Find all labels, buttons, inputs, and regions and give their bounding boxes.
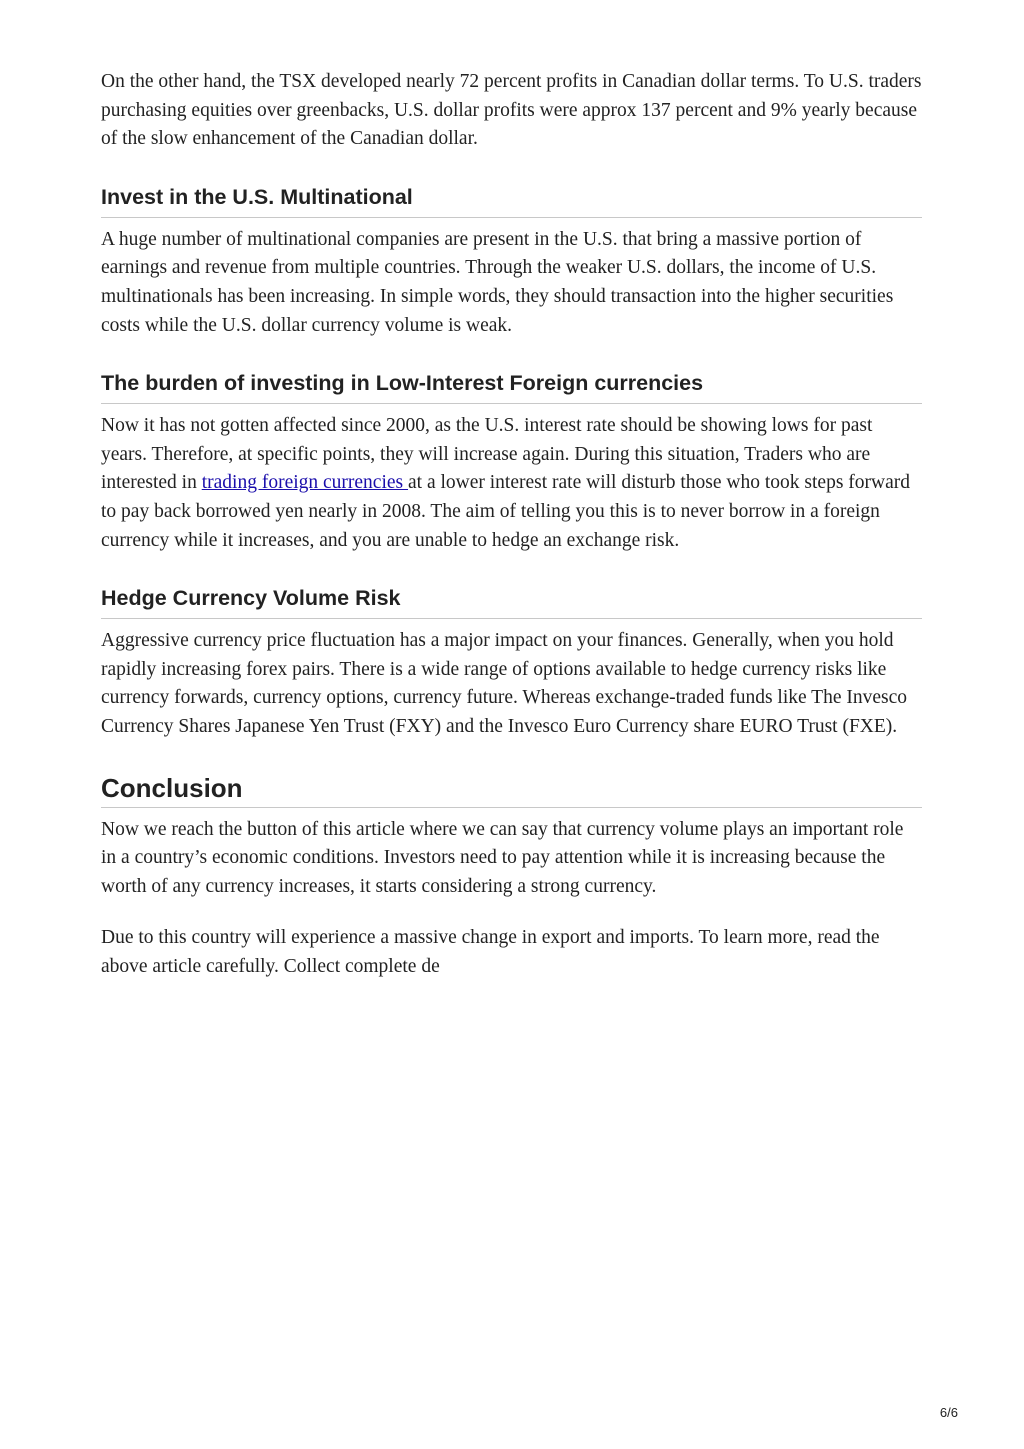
section-us-multinational: [101, 185, 922, 340]
conclusion-paragraph-1: Now we reach the button of this article where we can say that currency volume plays an important role in a country’s economic conditions. Investors need to pay attention while it is increasing because the worth of any currency increases, it starts considering a strong currency.: [101, 818, 904, 897]
section-heading: The burden of investing in Low-Interest Foreign currencies: [101, 371, 922, 404]
section-paragraph: A huge number of multinational companies are present in the U.S. that bring a massive portion of earnings and revenue from multiple countries. Through the weaker U.S. dollars, the income of U.S. multinationals has been increasing. In simple words, they should transaction into the higher securities costs while the U.S. dollar currency volume is weak.: [101, 228, 894, 336]
article-page: [101, 68, 922, 981]
intro-paragraph: On the other hand, the TSX developed nearly 72 percent profits in Canadian dollar terms. To U.S. traders purchasing equities over greenbacks, U.S. dollar profits were approx 137 percent and 9% yearly because of the slow enhancement of the Canadian dollar.: [101, 71, 922, 150]
page-number: 6/6: [939, 1405, 958, 1420]
section-paragraph: [101, 412, 922, 555]
trading-foreign-currencies-link[interactable]: trading foreign currencies: [201, 472, 409, 494]
section-paragraph: Aggressive currency price fluctuation has a major impact on your finances. Generally, when you hold rapidly increasing forex pairs. There is a wide range of options available to hedge currency risks like currency forwards, currency options, currency future. Whereas exchange-traded funds like The Invesco Currency Shares Japanese Yen Trust (FXY) and the Invesco Euro Currency share EURO Trust (FXE).: [101, 630, 908, 737]
paragraph-text-after-link: at a lower interest rate will disturb those who took steps forward to pay back borrowed yen nearly in 2008. The aim of telling you this is to never borrow in a foreign currency while it increases, and you are unable to hedge an exchange risk.: [101, 472, 911, 551]
conclusion-paragraph-2: Due to this country will experience a massive change in export and imports. To learn more, read the above article carefully. Collect complete de: [101, 927, 880, 977]
conclusion-heading: Conclusion: [101, 773, 922, 808]
section-heading: Hedge Currency Volume Risk: [101, 586, 922, 619]
section-low-interest-currencies: [101, 371, 922, 555]
section-heading: Invest in the U.S. Multinational: [101, 185, 922, 218]
section-conclusion: [101, 773, 922, 902]
section-hedge-currency-risk: [101, 586, 922, 741]
paragraph-text-before-link: Now it has not gotten affected since 2000, as the U.S. interest rate should be showing lows for past years. Therefore, at specific points, they will increase again. During this situation, Traders who are interested in: [101, 415, 873, 494]
